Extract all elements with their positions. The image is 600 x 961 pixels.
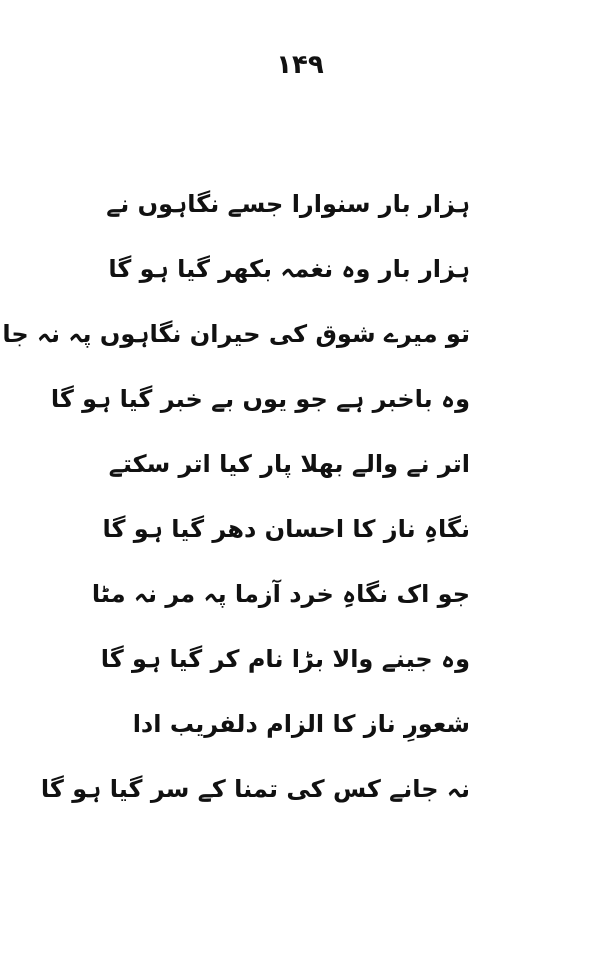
verse-line: وہ جینے والا بڑا نام کر گیا ہو گا (100, 645, 470, 673)
verse-line: شعورِ ناز کا الزام دلفریب ادا (132, 710, 470, 738)
verse-line: ہزار بار سنوارا جسے نگاہوں نے (106, 190, 470, 218)
poem (2, 172, 470, 822)
verse-line: نگاہِ ناز کا احسان دھر گیا ہو گا (102, 515, 470, 543)
verse-line: ہزار بار وہ نغمہ بکھر گیا ہو گا (108, 255, 470, 283)
verse-line: نہ جانے کس کی تمنا کے سر گیا ہو گا (40, 775, 470, 803)
verse-line: تو میرے شوق کی حیران نگاہوں پہ نہ جا (2, 320, 470, 348)
page-number: ۱۴۹ (276, 50, 324, 80)
verse-line: وہ باخبر ہے جو یوں بے خبر گیا ہو گا (50, 385, 470, 413)
verse-line: اتر نے والے بھلا پار کیا اتر سکتے (108, 450, 470, 478)
verse-line: جو اک نگاہِ خرد آزما پہ مر نہ مٹا (91, 580, 470, 608)
